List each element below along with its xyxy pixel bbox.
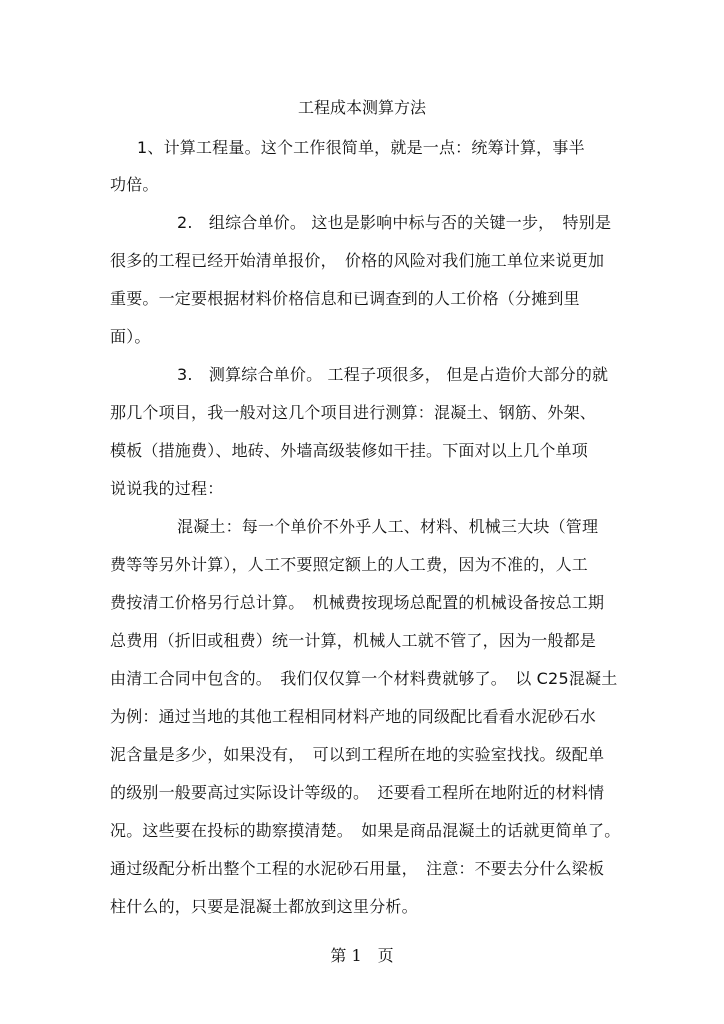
paragraph-line: 功倍。 bbox=[110, 175, 159, 194]
paragraph-line: 费按清工价格另行总计算。 机械费按现场总配置的机械设备按总工期 bbox=[110, 593, 605, 612]
paragraph-line: 的级别一般要高过实际设计等级的。 还要看工程所在地附近的材料情 bbox=[110, 783, 605, 802]
document-title: 工程成本测算方法 bbox=[297, 98, 426, 117]
page-number: 第 1 页 bbox=[330, 946, 394, 965]
paragraph-line: 说说我的过程： bbox=[110, 479, 224, 498]
paragraph-line: 况。这些要在投标的勘察摸清楚。 如果是商品混凝土的话就更简单了。 bbox=[110, 821, 621, 840]
paragraph-line: 面）。 bbox=[110, 327, 151, 346]
paragraph-line: 总费用（折旧或租费）统一计算，机械人工就不管了，因为一般都是 bbox=[110, 631, 597, 650]
paragraph-line: 重要。一定要根据材料价格信息和已调查到的人工价格（分摊到里 bbox=[110, 289, 580, 308]
paragraph-line: 费等等另外计算），人工不要照定额上的人工费，因为不准的，人工 bbox=[110, 555, 589, 574]
paragraph-line: 那几个项目，我一般对这几个项目进行测算：混凝土、钢筋、外架、 bbox=[110, 403, 597, 422]
paragraph-line: 3. 测算综合单价。 工程子项很多， 但是占造价大部分的就 bbox=[177, 365, 609, 384]
paragraph-line: 由清工合同中包含的。 我们仅仅算一个材料费就够了。 以 C25混凝土 bbox=[110, 669, 618, 688]
paragraph-line: 泥含量是多少，如果没有， 可以到工程所在地的实验室找找。级配单 bbox=[110, 745, 605, 764]
paragraph-line: 通过级配分析出整个工程的水泥砂石用量， 注意：不要去分什么梁板 bbox=[110, 859, 605, 878]
paragraph-line: 柱什么的，只要是混凝土都放到这里分析。 bbox=[110, 897, 418, 916]
paragraph-line: 很多的工程已经开始清单报价， 价格的风险对我们施工单位来说更加 bbox=[110, 251, 605, 270]
paragraph-line: 模板（措施费）、地砖、外墙高级装修如干挂。下面对以上几个单项 bbox=[110, 441, 589, 460]
paragraph-line: 混凝土：每一个单价不外乎人工、材料、机械三大块（管理 bbox=[177, 517, 599, 536]
paragraph-line: 为例：通过当地的其他工程相同材料产地的同级配比看看水泥砂石水 bbox=[110, 707, 597, 726]
paragraph-line: 2. 组综合单价。 这也是影响中标与否的关键一步， 特别是 bbox=[177, 213, 612, 232]
paragraph-line: 1、计算工程量。这个工作很简单，就是一点：统筹计算，事半 bbox=[137, 138, 585, 157]
